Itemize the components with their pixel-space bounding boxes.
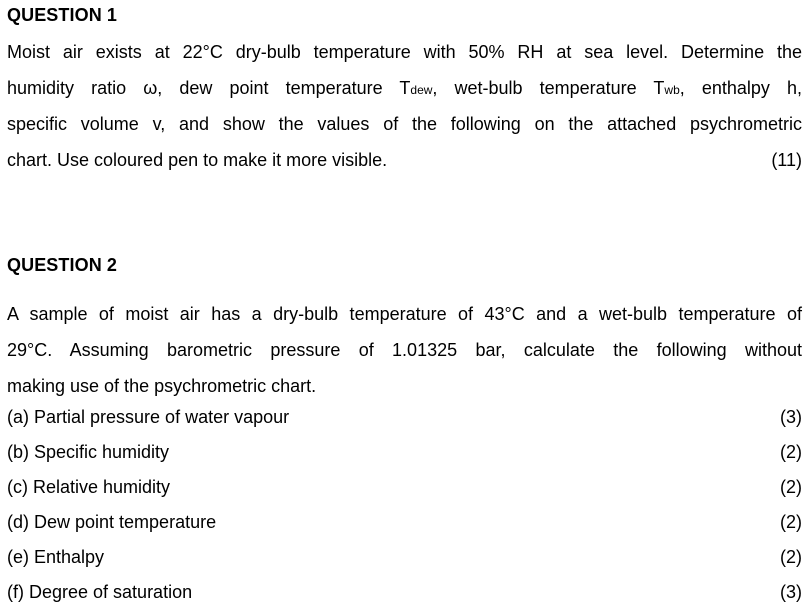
question-2-heading: QUESTION 2 (7, 255, 118, 275)
question-1-marks: (11) (771, 150, 802, 170)
question-1-heading: QUESTION 1 (7, 5, 118, 25)
item-marks: (2) (780, 547, 802, 567)
question-1-line-4 (7, 142, 802, 178)
question-2-item (7, 400, 802, 435)
question-1-line-3: specific volume v, and show the values of the following on the attached psychrometric (7, 114, 802, 134)
item-label: (b) Specific humidity (7, 442, 170, 462)
question-1-line-1: Moist air exists at 22°C dry-bulb temperature with 50% RH at sea level. Determine the (7, 42, 802, 62)
question-2-line-2: 29°C. Assuming barometric pressure of 1.01325 bar, calculate the following without (7, 340, 802, 360)
question-2-line-1: A sample of moist air has a dry-bulb temperature of 43°C and a wet-bulb temperature of (7, 304, 802, 324)
question-2-item (7, 470, 802, 505)
question-2-item (7, 575, 802, 610)
item-label: (f) Degree of saturation (7, 582, 193, 602)
question-1-line-4-text: chart. Use coloured pen to make it more visible. (7, 150, 388, 170)
document-page (7, 0, 802, 613)
question-2-item (7, 505, 802, 540)
t-dew-subscript: dew (410, 83, 433, 97)
question-1-line-2-part-c: , enthalpy h, (679, 78, 803, 98)
question-1-line-2-part-a: humidity ratio ω, dew point temperature T (7, 78, 411, 98)
item-marks: (2) (780, 442, 802, 462)
item-marks: (3) (780, 407, 802, 427)
question-2-body (7, 296, 802, 404)
item-marks: (2) (780, 512, 802, 532)
question-2-item (7, 540, 802, 575)
question-1-body (7, 34, 802, 178)
question-2-line-3: making use of the psychrometric chart. (7, 376, 317, 396)
question-1-line-2 (7, 70, 802, 106)
item-marks: (2) (780, 477, 802, 497)
item-marks: (3) (780, 582, 802, 602)
item-label: (a) Partial pressure of water vapour (7, 407, 290, 427)
question-2-item (7, 435, 802, 470)
item-label: (d) Dew point temperature (7, 512, 217, 532)
item-label: (c) Relative humidity (7, 477, 171, 497)
item-label: (e) Enthalpy (7, 547, 105, 567)
question-2-items (7, 400, 802, 610)
question-1-line-2-part-b: , wet-bulb temperature T (432, 78, 665, 98)
t-wb-subscript: wb (664, 83, 680, 97)
